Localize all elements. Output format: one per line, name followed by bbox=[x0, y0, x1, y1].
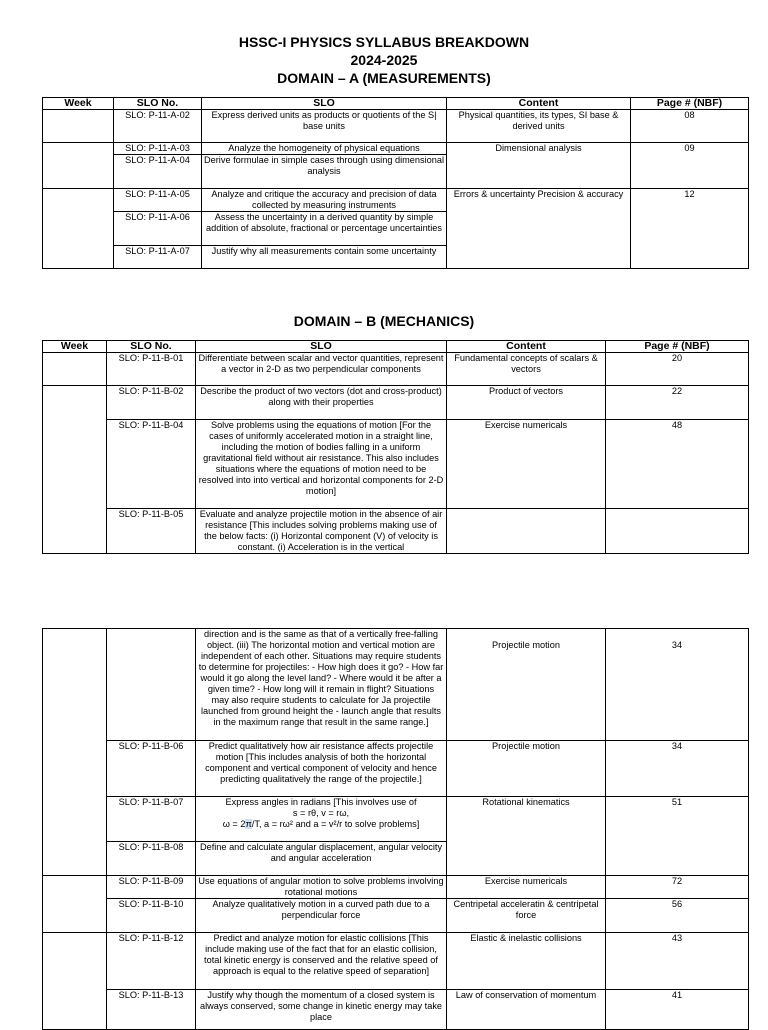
slo-no-cell: SLO: P-11-A-02 bbox=[114, 110, 202, 143]
content-cell: Projectile motion bbox=[447, 741, 606, 797]
content-cell: Projectile motion bbox=[447, 629, 606, 741]
week-cell bbox=[43, 876, 107, 933]
table-row bbox=[43, 386, 749, 420]
col-header-slo-no: SLO No. bbox=[114, 98, 202, 110]
col-header-content: Content bbox=[447, 98, 631, 110]
slo-cell: Analyze and critique the accuracy and precision of data collected by measuring instruments bbox=[202, 189, 447, 212]
table-header-row bbox=[43, 98, 749, 110]
table-row bbox=[43, 933, 749, 990]
content-cell: Fundamental concepts of scalars & vectors bbox=[447, 353, 606, 386]
table-row bbox=[43, 143, 749, 155]
slo-cell: Define and calculate angular displacement, angular velocity and angular acceleration bbox=[196, 842, 447, 876]
slo-no-cell: SLO: P-11-B-01 bbox=[107, 353, 196, 386]
slo-cell: Predict qualitatively how air resistance affects projectile motion [This includes analysis of both the horizontal component and vertical component of velocity and hence predicting qualitatively the range of the projectile.] bbox=[196, 741, 447, 797]
slo-cell: Describe the product of two vectors (dot and cross-product) along with their properties bbox=[196, 386, 447, 420]
content-cell: Dimensional analysis bbox=[447, 143, 631, 189]
content-cell: Product of vectors bbox=[447, 386, 606, 420]
week-cell bbox=[43, 933, 107, 1030]
slo-no-cell: SLO: P-11-B-07 bbox=[107, 797, 196, 842]
content-cell: Rotational kinematics bbox=[447, 797, 606, 876]
content-cell: Exercise numericals bbox=[447, 420, 606, 509]
table-row bbox=[43, 509, 749, 554]
slo-no-cell: SLO: P-11-A-04 bbox=[114, 155, 202, 189]
slo-line: Express angles in radians [This involves use of bbox=[225, 797, 417, 807]
domain-b-heading: DOMAIN – B (MECHANICS) bbox=[293, 313, 475, 329]
slo-no-cell: SLO: P-11-B-04 bbox=[107, 420, 196, 509]
week-cell bbox=[43, 110, 114, 143]
slo-cell: Express derived units as products or quotients of the S| base units bbox=[202, 110, 447, 143]
week-cell bbox=[43, 143, 114, 189]
page-cell: 09 bbox=[631, 143, 749, 189]
slo-no-cell: SLO: P-11-B-13 bbox=[107, 990, 196, 1030]
slo-line: /T, a = rω² and a = v²/r to solve problems] bbox=[251, 819, 420, 829]
content-cell: Centripetal acceleratin & centripetal force bbox=[447, 899, 606, 933]
slo-no-cell bbox=[107, 629, 196, 741]
table-header-row bbox=[43, 341, 749, 353]
page-cell: 72 bbox=[606, 876, 749, 899]
page-cell: 43 bbox=[606, 933, 749, 990]
page-cell: 48 bbox=[606, 420, 749, 509]
slo-no-cell: SLO: P-11-B-05 bbox=[107, 509, 196, 554]
slo-cell: Solve problems using the equations of motion [For the cases of uniformly accelerated motion in a straight line, including the motion of bodies falling in a uniform gravitational field without air resistance. This also includes situations where the equations of motion need to be resolved into into vertical and horizontal components for 2-D motion] bbox=[196, 420, 447, 509]
content-cell: Errors & uncertainty Precision & accuracy bbox=[447, 189, 631, 269]
slo-no-cell: SLO: P-11-A-05 bbox=[114, 189, 202, 212]
slo-cell: Derive formulae in simple cases through using dimensional analysis bbox=[202, 155, 447, 189]
slo-no-cell: SLO: P-11-B-09 bbox=[107, 876, 196, 899]
slo-cell: Justify why though the momentum of a closed system is always conserved, some change in kinetic energy may take place bbox=[196, 990, 447, 1030]
academic-year: 2024-2025 bbox=[350, 52, 418, 68]
slo-no-cell: SLO: P-11-B-02 bbox=[107, 386, 196, 420]
page-cell: 22 bbox=[606, 386, 749, 420]
page-title: HSSC-I PHYSICS SYLLABUS BREAKDOWN bbox=[238, 34, 530, 50]
content-cell: Elastic & inelastic collisions bbox=[447, 933, 606, 990]
domain-a-heading: DOMAIN – A (MEASUREMENTS) bbox=[277, 70, 491, 86]
slo-cell: Analyze qualitatively motion in a curved path due to a perpendicular force bbox=[196, 899, 447, 933]
col-header-page: Page # (NBF) bbox=[631, 98, 749, 110]
slo-cell: Justify why all measurements contain some uncertainty bbox=[202, 246, 447, 269]
pi-symbol: π bbox=[245, 819, 252, 829]
slo-no-cell: SLO: P-11-B-08 bbox=[107, 842, 196, 876]
slo-line: s = rθ, v = rω, bbox=[292, 808, 350, 818]
week-cell bbox=[43, 189, 114, 269]
slo-no-cell: SLO: P-11-A-06 bbox=[114, 212, 202, 246]
slo-cell bbox=[196, 797, 447, 842]
col-header-slo: SLO bbox=[202, 98, 447, 110]
table-row bbox=[43, 353, 749, 386]
slo-no-cell: SLO: P-11-B-10 bbox=[107, 899, 196, 933]
page-cell: 34 bbox=[606, 741, 749, 797]
slo-no-cell: SLO: P-11-A-03 bbox=[114, 143, 202, 155]
table-row bbox=[43, 189, 749, 212]
slo-line: ω = 2 bbox=[222, 819, 246, 829]
col-header-page: Page # (NBF) bbox=[606, 341, 749, 353]
page-cell: 34 bbox=[606, 629, 749, 741]
page-cell: 20 bbox=[606, 353, 749, 386]
slo-cell: Use equations of angular motion to solve problems involving rotational motions bbox=[196, 876, 447, 899]
page-cell: 56 bbox=[606, 899, 749, 933]
table-row bbox=[43, 629, 749, 741]
slo-cell: direction and is the same as that of a vertically free-falling object. (iii) The horizontal motion and vertical motion are independent of each other. Situations may require students to determine for projectiles: - How high does it go? - How far would it go along the level land? - Where would it be after a given time? - How long will it remain in flight? Situations may also require students to calculate for Ja projectile launched from ground height the - launch angle that results in the maximum range that result in the same range.] bbox=[196, 629, 447, 741]
slo-cell: Predict and analyze motion for elastic collisions [This include making use of the fact that for an elastic collision, total kinetic energy is conserved and the relative speed of approach is equal to the relative speed of separation] bbox=[196, 933, 447, 990]
page-cell: 12 bbox=[631, 189, 749, 269]
table-row bbox=[43, 741, 749, 797]
page-cell bbox=[606, 509, 749, 554]
slo-cell: Assess the uncertainty in a derived quantity by simple addition of absolute, fractional or percentage uncertainties bbox=[202, 212, 447, 246]
col-header-slo: SLO bbox=[196, 341, 447, 353]
page-cell: 51 bbox=[606, 797, 749, 876]
domain-b-table bbox=[42, 340, 749, 554]
page-cell: 08 bbox=[631, 110, 749, 143]
table-row bbox=[43, 420, 749, 509]
content-cell bbox=[447, 509, 606, 554]
week-cell bbox=[43, 353, 107, 386]
week-cell bbox=[43, 629, 107, 876]
col-header-week: Week bbox=[43, 98, 114, 110]
table-row bbox=[43, 899, 749, 933]
table-row bbox=[43, 876, 749, 899]
slo-cell: Evaluate and analyze projectile motion in the absence of air resistance [This includes solving problems making use of the below facts: (i) Horizontal component (V) of velocity is constant. (i) Acceleration is in the vertical bbox=[196, 509, 447, 554]
content-cell: Law of conservation of momentum bbox=[447, 990, 606, 1030]
slo-no-cell: SLO: P-11-A-07 bbox=[114, 246, 202, 269]
week-cell bbox=[43, 386, 107, 554]
page-cell: 41 bbox=[606, 990, 749, 1030]
slo-cell: Differentiate between scalar and vector quantities, represent a vector in 2-D as two perpendicular components bbox=[196, 353, 447, 386]
col-header-slo-no: SLO No. bbox=[107, 341, 196, 353]
slo-cell: Analyze the homogeneity of physical equations bbox=[202, 143, 447, 155]
slo-no-cell: SLO: P-11-B-06 bbox=[107, 741, 196, 797]
domain-a-table bbox=[42, 97, 749, 269]
table-row bbox=[43, 797, 749, 842]
content-cell: Exercise numericals bbox=[447, 876, 606, 899]
col-header-week: Week bbox=[43, 341, 107, 353]
col-header-content: Content bbox=[447, 341, 606, 353]
content-cell: Physical quantities, its types, SI base & derived units bbox=[447, 110, 631, 143]
slo-no-cell: SLO: P-11-B-12 bbox=[107, 933, 196, 990]
domain-b-continued-table bbox=[42, 628, 749, 1030]
table-row bbox=[43, 110, 749, 143]
